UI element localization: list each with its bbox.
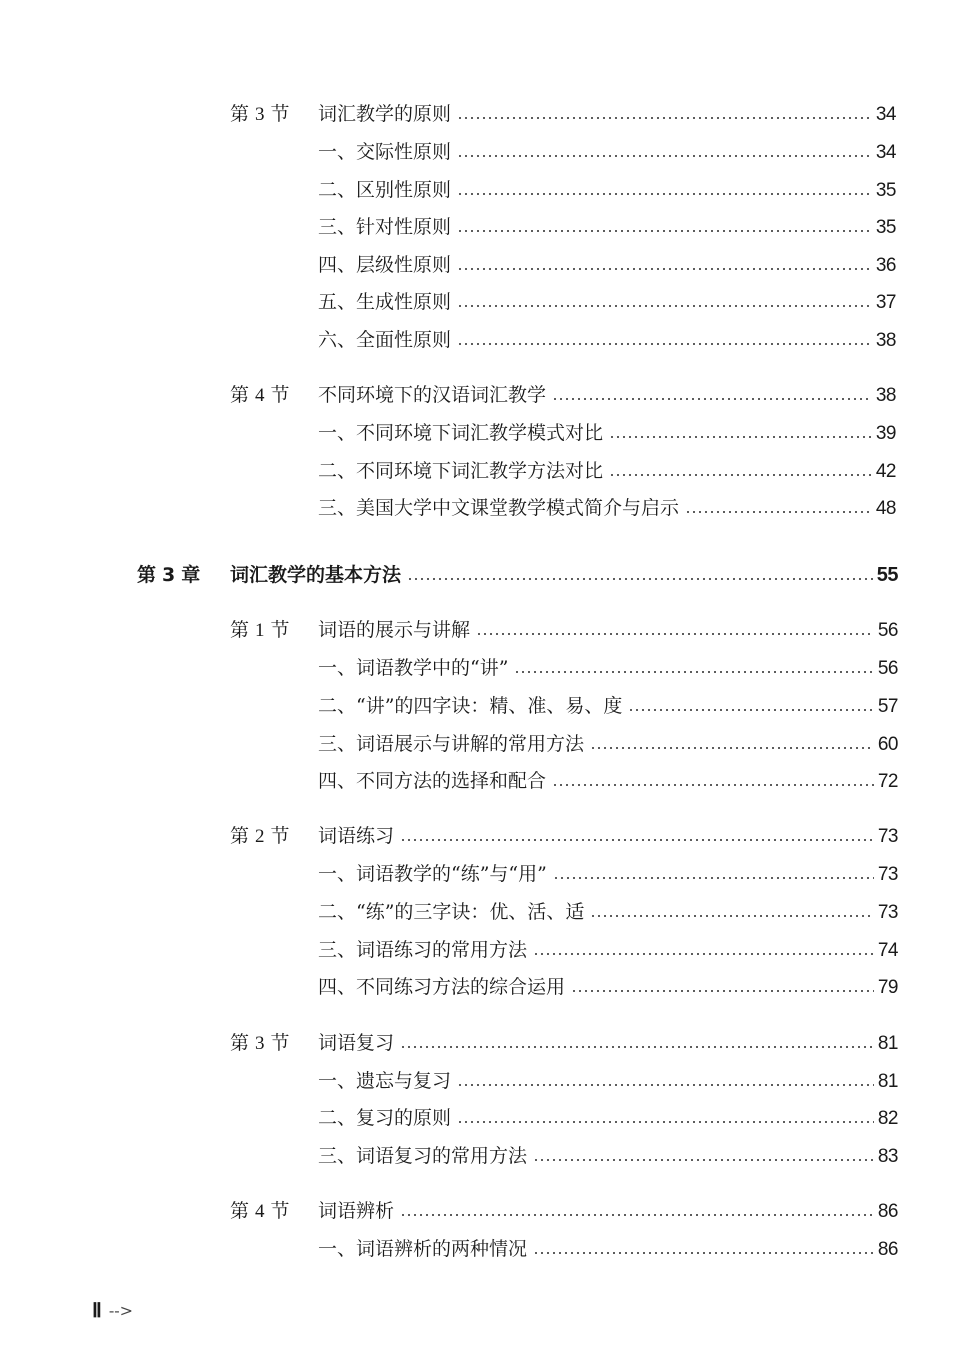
toc-item[interactable]: 四、层级性原则 36 bbox=[318, 254, 896, 276]
toc-section-entry[interactable]: 不同环境下的汉语词汇教学 38 bbox=[318, 384, 896, 406]
toc-item[interactable]: 三、针对性原则 35 bbox=[318, 216, 896, 238]
dot-leader bbox=[628, 709, 873, 711]
toc-item[interactable]: 一、遗忘与复习 81 bbox=[318, 1070, 898, 1092]
toc-item[interactable]: 二、“讲”的四字诀：精、准、易、度 57 bbox=[318, 695, 898, 717]
dot-leader bbox=[457, 343, 872, 345]
dot-leader bbox=[457, 1121, 874, 1123]
section-number: 第 4 节 bbox=[230, 384, 290, 406]
toc-item[interactable]: 五、生成性原则 37 bbox=[318, 291, 896, 313]
toc-section-entry[interactable]: 词汇教学的原则 34 bbox=[318, 103, 896, 125]
page-number: Ⅱ bbox=[92, 1300, 101, 1322]
dot-leader bbox=[590, 747, 874, 749]
toc-item[interactable]: 一、词语辨析的两种情况 86 bbox=[318, 1238, 898, 1260]
dot-leader bbox=[400, 839, 874, 841]
toc-item[interactable]: 一、词语教学的“练”与“用” 73 bbox=[318, 863, 898, 885]
dot-leader bbox=[457, 230, 872, 232]
dot-leader bbox=[533, 953, 874, 955]
dot-leader bbox=[457, 193, 872, 195]
toc-item[interactable]: 一、交际性原则 34 bbox=[318, 141, 896, 163]
dot-leader bbox=[609, 474, 872, 476]
dot-leader bbox=[457, 305, 872, 307]
dot-leader bbox=[609, 436, 872, 438]
section-number: 第 1 节 bbox=[230, 619, 290, 641]
toc-item[interactable]: 二、不同环境下词汇教学方法对比 42 bbox=[318, 460, 896, 482]
dot-leader bbox=[552, 398, 872, 400]
page-footer bbox=[92, 1298, 133, 1323]
dot-leader bbox=[476, 633, 874, 635]
toc-item[interactable]: 四、不同方法的选择和配合 72 bbox=[318, 770, 898, 792]
toc-item[interactable]: 三、词语展示与讲解的常用方法 60 bbox=[318, 733, 898, 755]
toc-item[interactable]: 三、美国大学中文课堂教学模式简介与启示 48 bbox=[318, 497, 896, 519]
dot-leader bbox=[457, 1084, 874, 1086]
arrow-right-icon: --> bbox=[108, 1301, 134, 1320]
section-number: 第 3 节 bbox=[230, 1032, 290, 1054]
dot-leader bbox=[533, 1159, 874, 1161]
section-number: 第 4 节 bbox=[230, 1200, 290, 1222]
dot-leader bbox=[407, 578, 873, 580]
toc-item[interactable]: 四、不同练习方法的综合运用 79 bbox=[318, 976, 898, 998]
dot-leader bbox=[400, 1046, 874, 1048]
toc-section-entry[interactable]: 词语辨析 86 bbox=[318, 1200, 898, 1222]
dot-leader bbox=[514, 671, 873, 673]
dot-leader bbox=[552, 784, 874, 786]
toc-item[interactable]: 二、“练”的三字诀：优、活、适 73 bbox=[318, 901, 898, 923]
toc-section-entry[interactable]: 词语的展示与讲解 56 bbox=[318, 619, 898, 641]
section-number: 第 2 节 bbox=[230, 825, 290, 847]
dot-leader bbox=[533, 1252, 874, 1254]
toc-item[interactable]: 一、不同环境下词汇教学模式对比 39 bbox=[318, 422, 896, 444]
dot-leader bbox=[457, 155, 872, 157]
toc-section-entry[interactable]: 词语复习 81 bbox=[318, 1032, 898, 1054]
dot-leader bbox=[590, 915, 873, 917]
dot-leader bbox=[685, 511, 872, 513]
toc-item[interactable]: 二、区别性原则 35 bbox=[318, 179, 896, 201]
chapter-number: 第 3 章 bbox=[137, 564, 201, 586]
dot-leader bbox=[553, 877, 874, 879]
toc-section-entry[interactable]: 词语练习 73 bbox=[318, 825, 898, 847]
toc-item[interactable]: 六、全面性原则 38 bbox=[318, 329, 896, 351]
dot-leader bbox=[571, 990, 874, 992]
dot-leader bbox=[400, 1214, 874, 1216]
toc-item[interactable]: 二、复习的原则 82 bbox=[318, 1107, 898, 1129]
dot-leader bbox=[457, 268, 872, 270]
dot-leader bbox=[457, 117, 872, 119]
section-number: 第 3 节 bbox=[230, 103, 290, 125]
toc-item[interactable]: 一、词语教学中的“讲” 56 bbox=[318, 657, 898, 679]
toc-item[interactable]: 三、词语复习的常用方法 83 bbox=[318, 1145, 898, 1167]
toc-item[interactable]: 三、词语练习的常用方法 74 bbox=[318, 939, 898, 961]
toc-chapter-entry[interactable]: 词汇教学的基本方法 55 bbox=[230, 564, 898, 586]
